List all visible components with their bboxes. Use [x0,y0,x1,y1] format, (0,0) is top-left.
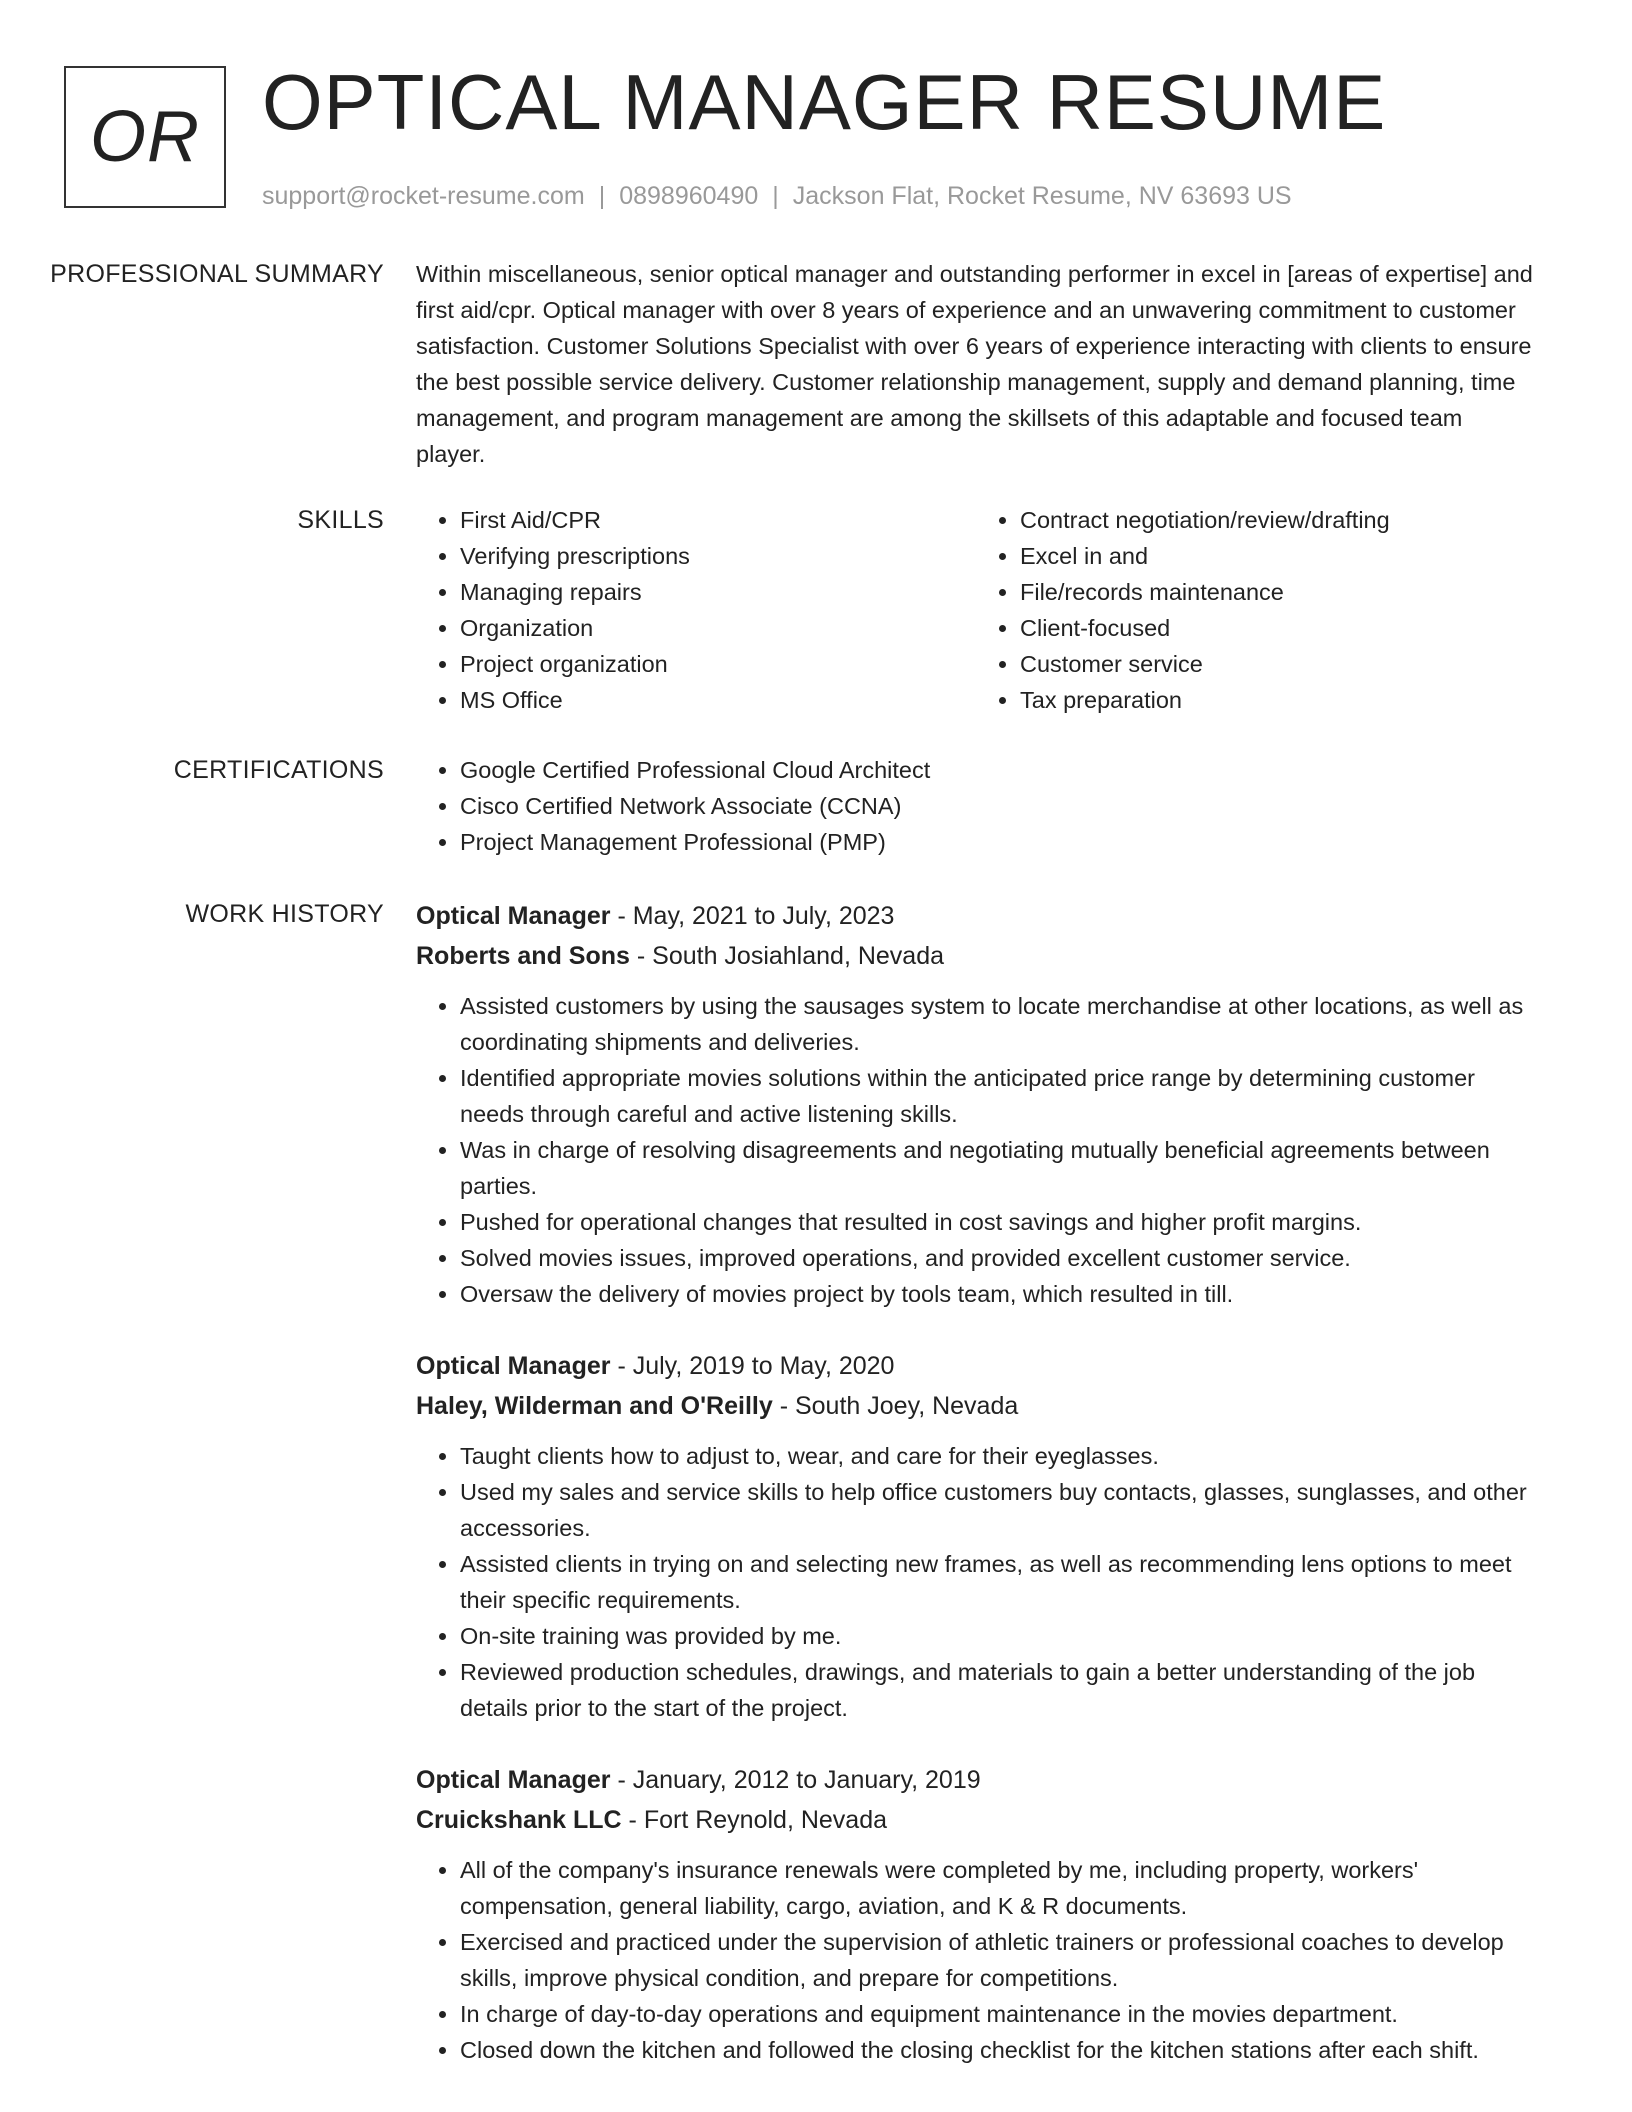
job-bullet: • Used my sales and service skills to help office customers buy contacts, glasses, sunglasses, and other accessories. [460,1474,1536,1546]
resume-title: OPTICAL MANAGER RESUME [262,58,1387,146]
skills-list-right [976,502,1536,718]
contact-address: Jackson Flat, Rocket Resume, NV 63693 US [792,182,1292,210]
job-entry [416,1346,1536,1726]
section-heading-certifications: CERTIFICATIONS [173,756,384,784]
job-bullet: • Oversaw the delivery of movies project by tools team, which resulted in till. [460,1276,1536,1312]
job-bullet: • Assisted customers by using the sausages system to locate merchandise at other locations, as well as coordinating shipments and deliveries. [460,988,1536,1060]
job-bullet: • Assisted clients in trying on and selecting new frames, as well as recommending lens options to meet their specific requirements. [460,1546,1536,1618]
job-bullet: • Identified appropriate movies solutions within the anticipated price range by determining customer needs through careful and active listening skills. [460,1060,1536,1132]
job-bullet: • Reviewed production schedules, drawings, and materials to gain a better understanding of the job details prior to the start of the project. [460,1654,1536,1726]
skill-item: • Organization [460,610,976,646]
job-bullet: • Was in charge of resolving disagreements and negotiating mutually beneficial agreements between parties. [460,1132,1536,1204]
job-company: Cruickshank LLC [416,1806,622,1834]
job-bullet: • In charge of day-to-day operations and equipment maintenance in the movies department. [460,1996,1536,2032]
job-title: Optical Manager [416,1352,611,1380]
skill-item: • Contract negotiation/review/drafting [1020,502,1536,538]
skill-item: • Customer service [1020,646,1536,682]
skill-item: • Verifying prescriptions [460,538,976,574]
resume-header [262,56,1592,211]
certification-item: • Cisco Certified Network Associate (CCNA) [460,788,1536,824]
contact-separator: | [598,182,606,210]
skill-item: • Project organization [460,646,976,682]
contact-email[interactable]: support@rocket-resume.com [262,182,585,210]
job-bullet: • Pushed for operational changes that resulted in cost savings and higher profit margins. [460,1204,1536,1240]
contact-phone[interactable]: 0898960490 [619,182,759,210]
skills-list-left [416,502,976,718]
skill-item: • MS Office [460,682,976,718]
job-company-line [416,1800,1536,1840]
job-entry [416,896,1536,1312]
job-location: - South Josiahland, Nevada [629,942,945,970]
job-title-line [416,1760,1536,1800]
work-history-section [0,896,1632,2102]
section-heading-skills: SKILLS [297,506,384,534]
job-dates: - May, 2021 to July, 2023 [610,902,895,930]
job-title: Optical Manager [416,902,611,930]
summary-section [0,256,1632,472]
job-title: Optical Manager [416,1766,611,1794]
job-dates: - July, 2019 to May, 2020 [610,1352,895,1380]
skill-item: • File/records maintenance [1020,574,1536,610]
certification-item: • Project Management Professional (PMP) [460,824,1536,860]
skill-item: • Excel in and [1020,538,1536,574]
skill-item: • First Aid/CPR [460,502,976,538]
job-bullets [416,1852,1536,2068]
skill-item: • Client-focused [1020,610,1536,646]
contact-line [262,182,1592,211]
job-bullet: • Taught clients how to adjust to, wear, and care for their eyeglasses. [460,1438,1536,1474]
job-dates: - January, 2012 to January, 2019 [610,1766,981,1794]
monogram-logo: OR [64,66,226,208]
job-company-line [416,1386,1536,1426]
job-title-line [416,896,1536,936]
certification-item: • Google Certified Professional Cloud Architect [460,752,1536,788]
job-bullet: • All of the company's insurance renewals were completed by me, including property, workers' compensation, general liability, cargo, aviation, and K & R documents. [460,1852,1536,1924]
job-company: Roberts and Sons [416,942,630,970]
job-company-line [416,936,1536,976]
job-bullet: • Closed down the kitchen and followed the closing checklist for the kitchen stations after each shift. [460,2032,1536,2068]
job-title-line [416,1346,1536,1386]
job-location: - Fort Reynold, Nevada [621,1806,888,1834]
job-bullet: • Exercised and practiced under the supervision of athletic trainers or professional coaches to develop skills, improve physical condition, and prepare for competitions. [460,1924,1536,1996]
certifications-section [0,752,1632,860]
job-bullet: • On-site training was provided by me. [460,1618,1536,1654]
job-bullets [416,988,1536,1312]
job-location: - South Joey, Nevada [772,1392,1019,1420]
section-heading-summary: PROFESSIONAL SUMMARY [50,260,384,288]
job-entry [416,1760,1536,2068]
skill-item: • Managing repairs [460,574,976,610]
job-bullets [416,1438,1536,1726]
job-bullet: • Solved movies issues, improved operations, and provided excellent customer service. [460,1240,1536,1276]
certifications-list [416,752,1536,860]
skill-item: • Tax preparation [1020,682,1536,718]
job-company: Haley, Wilderman and O'Reilly [416,1392,773,1420]
skills-section [0,502,1632,718]
contact-separator: | [772,182,779,210]
section-heading-work-history: WORK HISTORY [185,900,384,928]
summary-paragraph: Within miscellaneous, senior optical manager and outstanding performer in excel in [areas of expertise] and first aid/cpr. Optical manager with over 8 years of experience and an unwavering commitment to customer satisfaction. Customer Solutions Specialist with over 6 years of experience interacting with clients to ensure the best possible service delivery. Customer relationship management, supply and demand planning, time management, and program management are among the skillsets of this adaptable and focused team player. [416,261,1533,467]
